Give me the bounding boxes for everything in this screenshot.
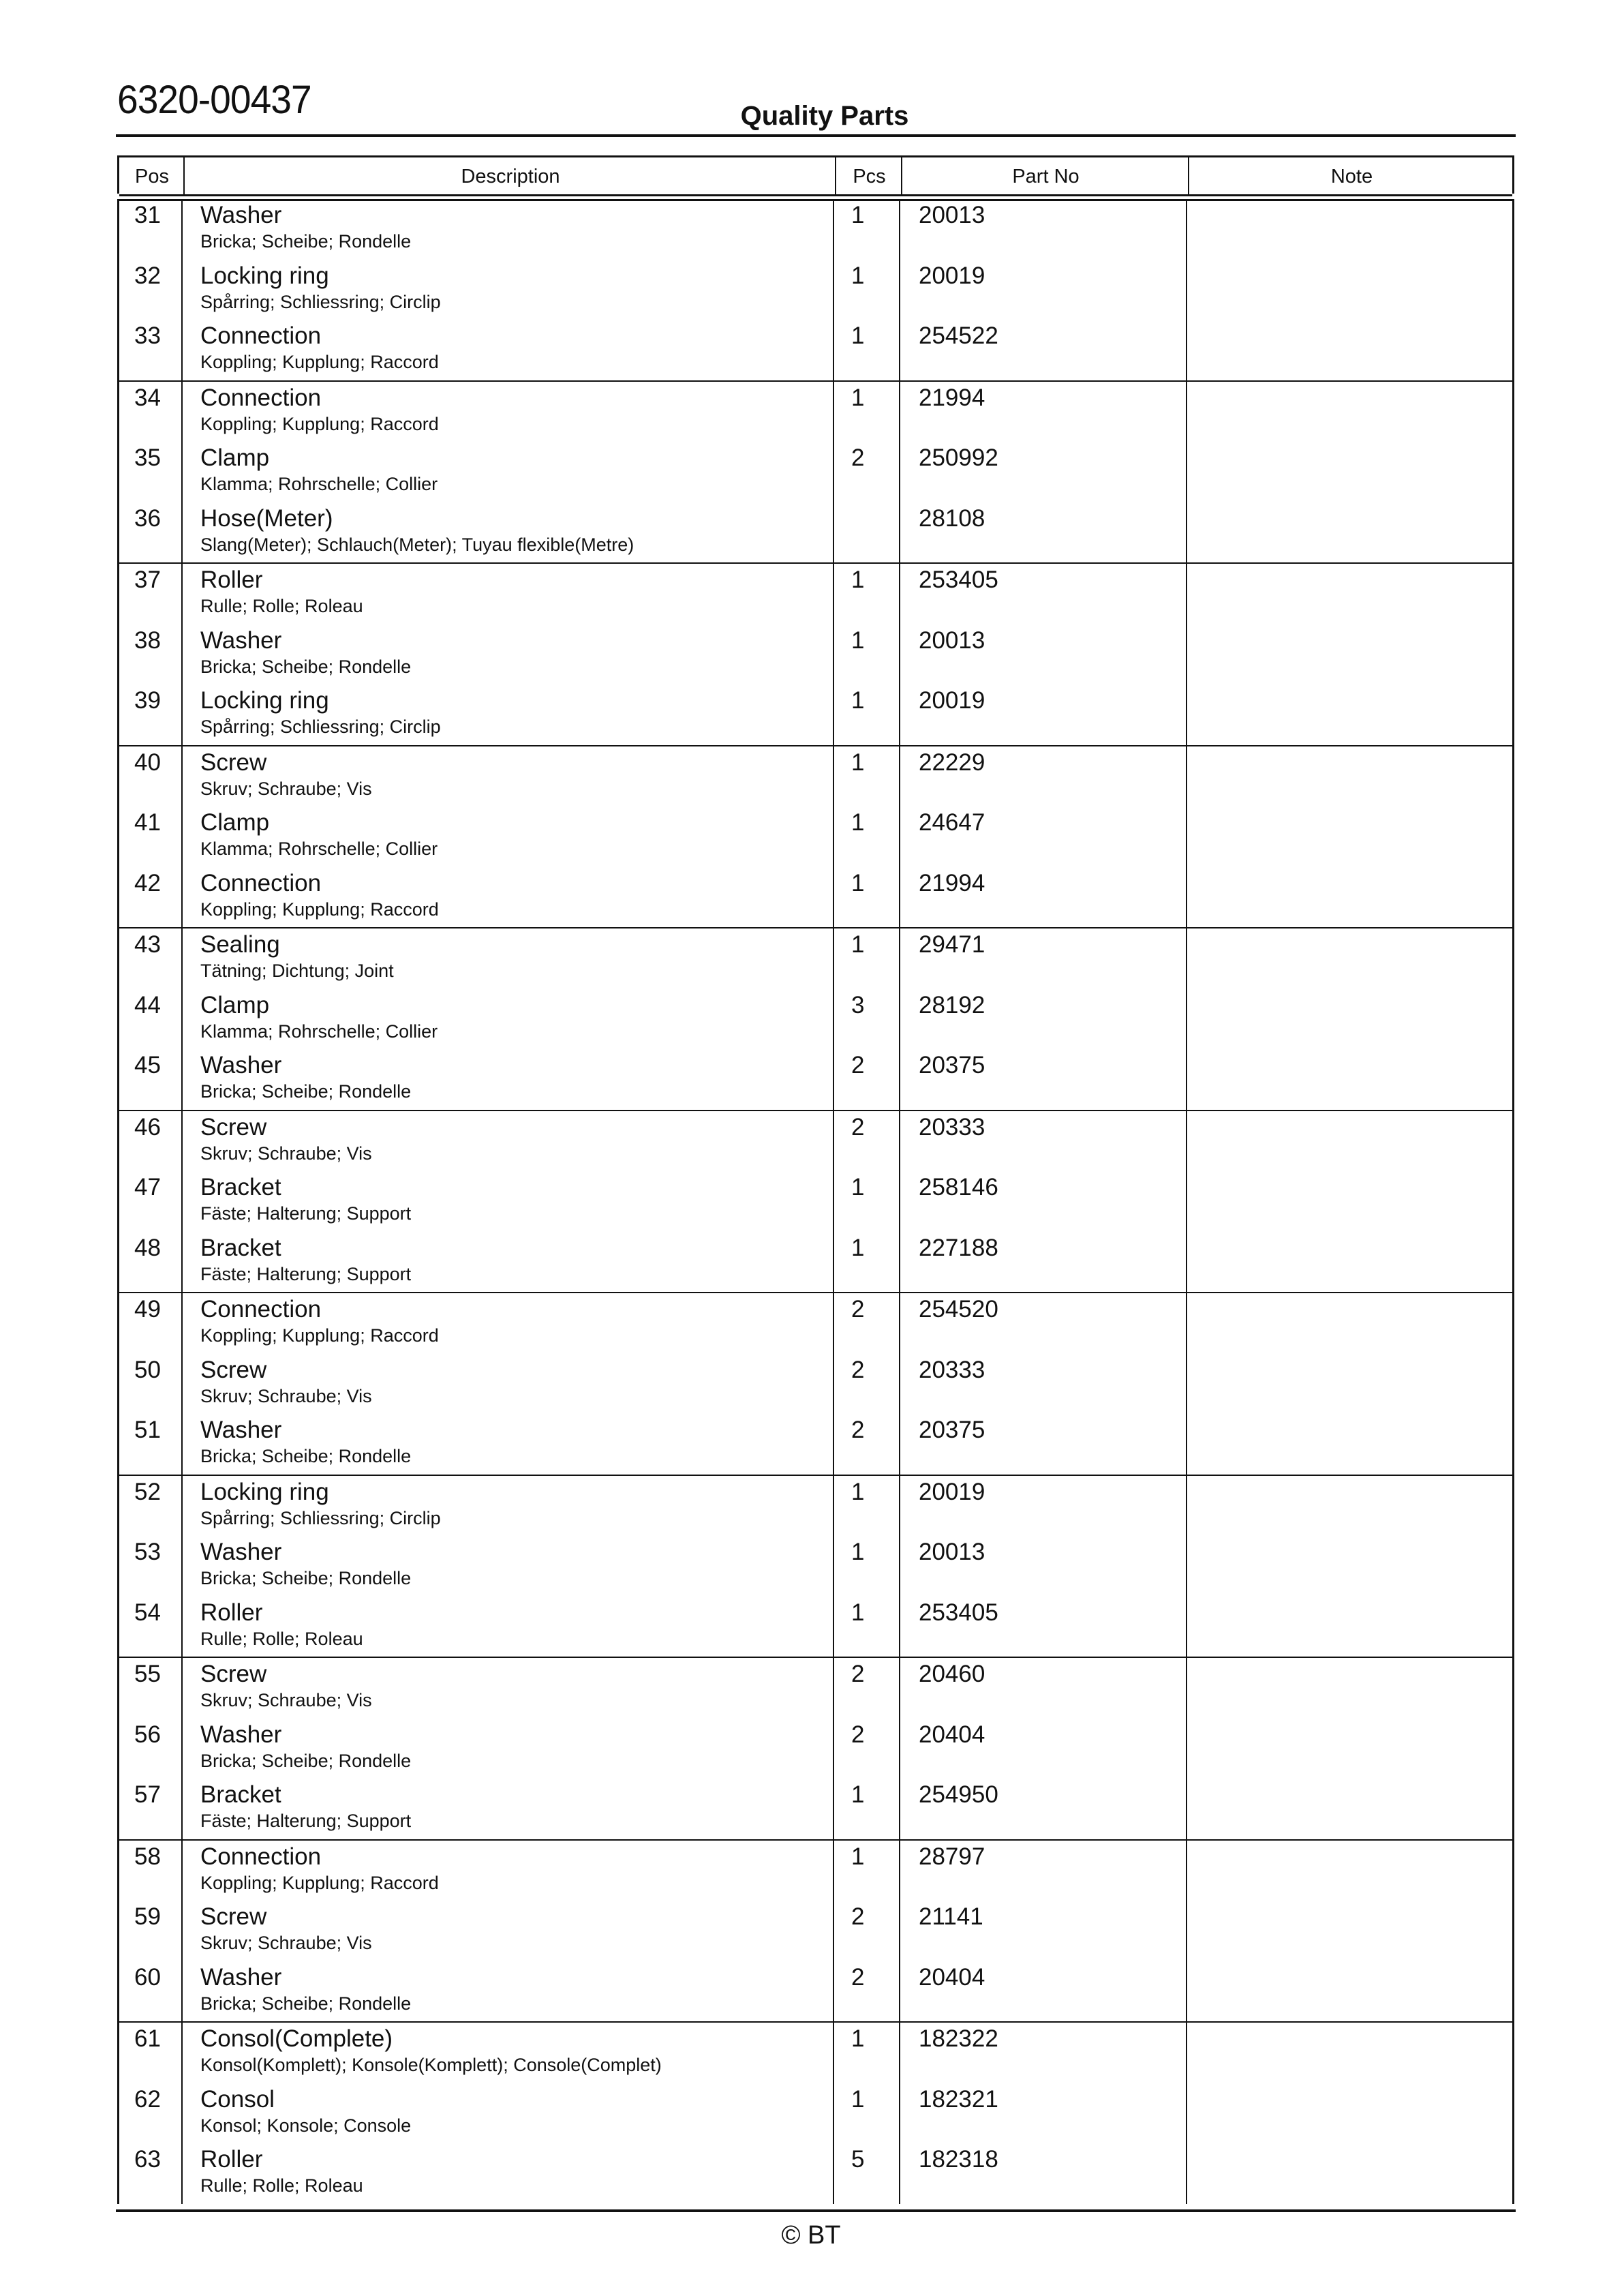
document-number: 6320-00437 (117, 78, 311, 122)
description-name: Bracket (200, 1781, 281, 1808)
column-header-description: Description (461, 166, 560, 187)
pos-cell: 42 (134, 869, 161, 896)
description-name: Washer (200, 1721, 282, 1748)
table-row (119, 867, 1512, 928)
pos-cell: 37 (134, 567, 161, 593)
pos-cell: 35 (134, 444, 161, 471)
pcs-cell: 2 (851, 1721, 865, 1748)
pos-cell: 61 (134, 2025, 161, 2052)
row-group (117, 564, 1514, 746)
pos-cell: 63 (134, 2146, 161, 2173)
table-row (119, 1719, 1512, 1779)
pcs-cell: 1 (851, 2085, 865, 2113)
description-translations: Konsol(Komplett); Konsole(Komplett); Console(Complet) (200, 2055, 662, 2075)
part-no-cell: 250992 (919, 444, 998, 471)
description-translations: Skruv; Schraube; Vis (200, 1385, 372, 1406)
pos-cell: 34 (134, 384, 161, 411)
table-row (119, 2143, 1512, 2204)
description-translations: Bricka; Scheibe; Rondelle (200, 231, 412, 252)
row-group (117, 928, 1514, 1111)
pcs-cell: 1 (851, 1539, 865, 1565)
header-divider (116, 134, 1516, 137)
table-row (119, 1171, 1512, 1232)
description-translations: Rulle; Rolle; Roleau (200, 1628, 363, 1649)
part-no-cell: 20404 (919, 1721, 985, 1748)
row-group (117, 746, 1514, 929)
pos-cell: 43 (134, 931, 161, 958)
pos-cell: 36 (134, 504, 161, 532)
description-translations: Klamma; Rohrschelle; Collier (200, 839, 438, 859)
pos-cell: 33 (134, 322, 161, 349)
part-no-cell: 21994 (919, 869, 985, 896)
pcs-cell: 1 (851, 567, 865, 593)
description-name: Connection (200, 869, 322, 896)
description-name: Washer (200, 626, 282, 654)
part-no-cell: 182318 (919, 2146, 998, 2173)
pos-cell: 41 (134, 809, 161, 836)
description-translations: Koppling; Kupplung; Raccord (200, 413, 439, 434)
pcs-cell: 2 (851, 1052, 865, 1078)
pcs-cell: 1 (851, 1599, 865, 1626)
pcs-cell: 3 (851, 991, 865, 1018)
pos-cell: 44 (134, 991, 161, 1018)
part-no-cell: 258146 (919, 1174, 998, 1200)
column-header-pcs: Pcs (853, 166, 886, 187)
description-name: Connection (200, 384, 322, 411)
part-no-cell: 253405 (919, 567, 998, 593)
part-no-cell: 20333 (919, 1356, 985, 1383)
description-translations: Skruv; Schraube; Vis (200, 1690, 372, 1710)
part-no-cell: 29471 (919, 931, 985, 958)
table-row (119, 684, 1512, 745)
pcs-cell: 1 (851, 1781, 865, 1808)
pcs-cell: 1 (851, 1478, 865, 1505)
description-name: Clamp (200, 444, 270, 471)
description-translations: Spårring; Schliessring; Circlip (200, 291, 441, 312)
description-name: Clamp (200, 991, 270, 1018)
pos-cell: 47 (134, 1174, 161, 1200)
table-row (119, 746, 1512, 807)
part-no-cell: 182321 (919, 2085, 998, 2113)
description-translations: Skruv; Schraube; Vis (200, 1143, 372, 1164)
column-header-pos: Pos (135, 166, 169, 187)
part-no-cell: 20404 (919, 1963, 985, 1991)
pos-cell: 48 (134, 1234, 161, 1261)
table-row (119, 1049, 1512, 1110)
description-translations: Rulle; Rolle; Roleau (200, 596, 363, 616)
column-divider (901, 157, 902, 196)
table-row (119, 1232, 1512, 1293)
part-no-cell: 254950 (919, 1781, 998, 1808)
pcs-cell: 2 (851, 1356, 865, 1383)
table-row (119, 1111, 1512, 1172)
description-name: Washer (200, 1539, 282, 1565)
pos-cell: 57 (134, 1781, 161, 1808)
description-name: Washer (200, 1052, 282, 1078)
pos-cell: 31 (134, 202, 161, 228)
pos-cell: 55 (134, 1661, 161, 1687)
pcs-cell: 2 (851, 444, 865, 471)
description-translations: Klamma; Rohrschelle; Collier (200, 474, 438, 494)
table-row (119, 1536, 1512, 1597)
pos-cell: 62 (134, 2085, 161, 2113)
description-translations: Fäste; Halterung; Support (200, 1811, 412, 1831)
description-name: Locking ring (200, 262, 329, 289)
part-no-cell: 182322 (919, 2025, 998, 2052)
pcs-cell: 1 (851, 687, 865, 714)
pcs-cell: 1 (851, 749, 865, 776)
part-no-cell: 20375 (919, 1052, 985, 1078)
description-name: Bracket (200, 1234, 281, 1261)
part-no-cell: 20333 (919, 1113, 985, 1141)
part-no-cell: 254520 (919, 1296, 998, 1323)
row-group (117, 1476, 1514, 1659)
table-row (119, 1961, 1512, 2022)
pcs-cell: 1 (851, 931, 865, 958)
page-title: Quality Parts (740, 101, 909, 131)
pcs-cell: 1 (851, 626, 865, 654)
part-no-cell: 21994 (919, 384, 985, 411)
description-name: Bracket (200, 1174, 281, 1200)
column-divider (835, 157, 836, 196)
description-name: Clamp (200, 809, 270, 836)
pos-cell: 40 (134, 749, 161, 776)
table-row (119, 1779, 1512, 1839)
description-name: Washer (200, 202, 282, 228)
description-translations: Koppling; Kupplung; Raccord (200, 1872, 439, 1893)
pcs-cell: 1 (851, 322, 865, 349)
part-no-cell: 20019 (919, 1478, 985, 1505)
row-group (117, 1293, 1514, 1476)
description-name: Screw (200, 749, 267, 776)
part-no-cell: 20013 (919, 202, 985, 228)
table-row (119, 624, 1512, 685)
pos-cell: 45 (134, 1052, 161, 1078)
pcs-cell: 1 (851, 1174, 865, 1200)
row-group (117, 382, 1514, 564)
table-row (119, 1901, 1512, 1961)
part-no-cell: 20019 (919, 262, 985, 289)
table-row (119, 382, 1512, 442)
description-translations: Bricka; Scheibe; Rondelle (200, 1568, 412, 1588)
pcs-cell: 1 (851, 809, 865, 836)
description-name: Hose(Meter) (200, 504, 333, 532)
pos-cell: 56 (134, 1721, 161, 1748)
part-no-cell: 28192 (919, 991, 985, 1018)
description-name: Consol (200, 2085, 275, 2113)
table-row (119, 2023, 1512, 2083)
pos-cell: 54 (134, 1599, 161, 1626)
description-name: Consol(Complete) (200, 2025, 393, 2052)
pcs-cell: 2 (851, 1417, 865, 1443)
description-name: Roller (200, 567, 263, 593)
row-group (117, 1658, 1514, 1841)
table-row (119, 989, 1512, 1050)
pos-cell: 59 (134, 1903, 161, 1930)
pcs-cell: 2 (851, 1661, 865, 1687)
part-no-cell: 253405 (919, 1599, 998, 1626)
description-name: Washer (200, 1417, 282, 1443)
part-no-cell: 20460 (919, 1661, 985, 1687)
description-name: Sealing (200, 931, 280, 958)
pcs-cell: 1 (851, 869, 865, 896)
pos-cell: 58 (134, 1843, 161, 1870)
description-translations: Koppling; Kupplung; Raccord (200, 352, 439, 372)
pcs-cell: 2 (851, 1113, 865, 1141)
pcs-cell: 1 (851, 202, 865, 228)
description-name: Screw (200, 1661, 267, 1687)
part-no-cell: 254522 (919, 322, 998, 349)
pos-cell: 49 (134, 1296, 161, 1323)
pos-cell: 50 (134, 1356, 161, 1383)
footer-divider (116, 2209, 1516, 2212)
part-no-cell: 28108 (919, 504, 985, 532)
pos-cell: 60 (134, 1963, 161, 1991)
description-name: Screw (200, 1903, 267, 1930)
part-no-cell: 28797 (919, 1843, 985, 1870)
description-translations: Koppling; Kupplung; Raccord (200, 1325, 439, 1346)
description-name: Screw (200, 1356, 267, 1383)
column-divider (183, 157, 185, 196)
pos-cell: 32 (134, 262, 161, 289)
description-name: Screw (200, 1113, 267, 1141)
table-row (119, 260, 1512, 320)
table-row (119, 199, 1512, 260)
part-no-cell: 227188 (919, 1234, 998, 1261)
part-no-cell: 22229 (919, 749, 985, 776)
description-translations: Skruv; Schraube; Vis (200, 1933, 372, 1953)
row-group (117, 1841, 1514, 2023)
part-no-cell: 20019 (919, 687, 985, 714)
description-translations: Bricka; Scheibe; Rondelle (200, 1993, 412, 2014)
table-row (119, 442, 1512, 502)
description-translations: Skruv; Schraube; Vis (200, 778, 372, 799)
table-row (119, 564, 1512, 624)
description-name: Roller (200, 1599, 263, 1626)
pos-cell: 53 (134, 1539, 161, 1565)
row-group (117, 1111, 1514, 1294)
description-translations: Bricka; Scheibe; Rondelle (200, 1081, 412, 1102)
description-translations: Fäste; Halterung; Support (200, 1203, 412, 1224)
description-translations: Spårring; Schliessring; Circlip (200, 1507, 441, 1528)
part-no-cell: 20013 (919, 626, 985, 654)
table-row (119, 1414, 1512, 1475)
pcs-cell: 2 (851, 1963, 865, 1991)
table-row (119, 2083, 1512, 2144)
table-row (119, 1476, 1512, 1537)
part-no-cell: 20013 (919, 1539, 985, 1565)
description-translations: Konsol; Konsole; Console (200, 2115, 412, 2136)
table-row (119, 1354, 1512, 1415)
description-name: Roller (200, 2146, 263, 2173)
part-no-cell: 20375 (919, 1417, 985, 1443)
pos-cell: 51 (134, 1417, 161, 1443)
description-translations: Klamma; Rohrschelle; Collier (200, 1021, 438, 1042)
description-translations: Koppling; Kupplung; Raccord (200, 898, 439, 920)
description-translations: Bricka; Scheibe; Rondelle (200, 1446, 412, 1466)
pcs-cell: 1 (851, 384, 865, 411)
column-divider (1188, 157, 1189, 196)
description-name: Connection (200, 1296, 322, 1323)
table-row (119, 502, 1512, 563)
pcs-cell: 1 (851, 2025, 865, 2052)
description-name: Locking ring (200, 687, 329, 714)
description-translations: Bricka; Scheibe; Rondelle (200, 1750, 412, 1771)
description-name: Washer (200, 1963, 282, 1991)
table-row (119, 1841, 1512, 1901)
pos-cell: 52 (134, 1478, 161, 1505)
pos-cell: 39 (134, 687, 161, 714)
description-name: Connection (200, 322, 322, 349)
description-name: Connection (200, 1843, 322, 1870)
table-row (119, 320, 1512, 380)
column-header-note: Note (1330, 166, 1373, 187)
description-translations: Slang(Meter); Schlauch(Meter); Tuyau flexible(Metre) (200, 534, 634, 555)
description-translations: Tätning; Dichtung; Joint (200, 961, 394, 981)
pcs-cell: 1 (851, 1234, 865, 1261)
table-row (119, 1597, 1512, 1657)
pcs-cell: 1 (851, 262, 865, 289)
description-translations: Rulle; Rolle; Roleau (200, 2175, 363, 2196)
description-translations: Spårring; Schliessring; Circlip (200, 716, 441, 737)
description-translations: Bricka; Scheibe; Rondelle (200, 656, 412, 677)
pcs-cell: 1 (851, 1843, 865, 1870)
table-header (117, 155, 1514, 194)
copyright-footer: © BT (781, 2221, 841, 2250)
table-row (119, 1293, 1512, 1354)
pcs-cell: 2 (851, 1296, 865, 1323)
pos-cell: 46 (134, 1113, 161, 1141)
part-no-cell: 24647 (919, 809, 985, 836)
column-header-part-no: Part No (1012, 166, 1080, 187)
table-row (119, 1658, 1512, 1719)
table-row (119, 928, 1512, 989)
parts-table (117, 155, 1514, 2196)
part-no-cell: 21141 (919, 1903, 983, 1930)
table-row (119, 806, 1512, 867)
row-group (117, 2023, 1514, 2204)
description-name: Locking ring (200, 1478, 329, 1505)
pos-cell: 38 (134, 626, 161, 654)
pcs-cell: 2 (851, 1903, 865, 1930)
pcs-cell: 5 (851, 2146, 865, 2173)
row-group (117, 199, 1514, 382)
description-translations: Fäste; Halterung; Support (200, 1263, 412, 1284)
table-body (117, 199, 1514, 2204)
